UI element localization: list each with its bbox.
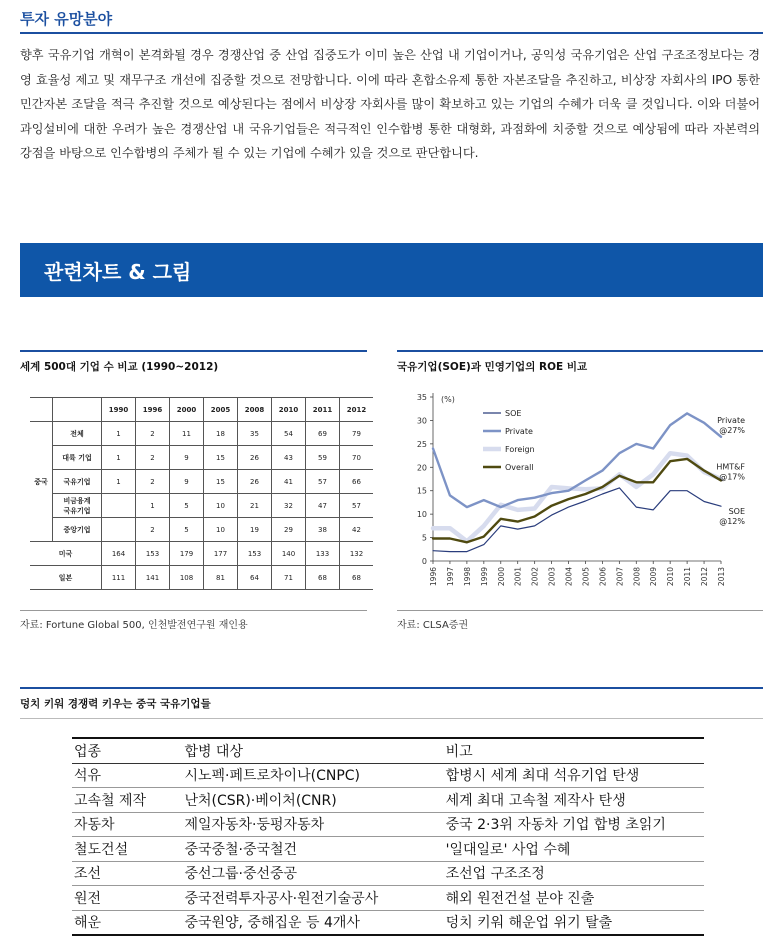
table-header-row xyxy=(30,398,373,422)
header-cell: 비고 xyxy=(444,738,704,763)
table-cell: 세계 최대 고속철 제작사 탄생 xyxy=(444,788,704,813)
year-header-cell: 2005 xyxy=(204,398,238,422)
row-label-cell: 국유기업 xyxy=(53,470,102,494)
row-label-cell: 전체 xyxy=(53,422,102,446)
table-cell: 덩치 키워 해운업 위기 탈출 xyxy=(444,910,704,935)
value-cell: 111 xyxy=(102,566,136,590)
legend-label: Private xyxy=(505,427,533,436)
table-cell: 제일자동차·둥펑자동차 xyxy=(182,812,443,837)
table-row xyxy=(72,788,704,813)
figure2-source: 자료: CLSA증권 xyxy=(397,620,469,631)
table-row xyxy=(72,886,704,911)
x-tick-label: 2013 xyxy=(717,567,726,587)
series-end-label: @27% xyxy=(719,425,745,435)
x-tick-label: 1997 xyxy=(445,567,455,587)
x-tick-label: 2005 xyxy=(581,567,591,587)
value-cell: 9 xyxy=(170,446,204,470)
value-cell: 132 xyxy=(340,542,374,566)
x-tick-label: 1996 xyxy=(429,567,438,587)
value-cell: 41 xyxy=(272,470,306,494)
value-cell: 1 xyxy=(102,470,136,494)
table-cell: 중국중철·중국철건 xyxy=(182,837,443,862)
figure3-top-rule xyxy=(20,687,763,689)
value-cell xyxy=(102,518,136,542)
value-cell: 5 xyxy=(170,518,204,542)
row-label-cell: 일본 xyxy=(30,566,102,590)
value-cell: 10 xyxy=(204,494,238,518)
legend-label: Foreign xyxy=(505,445,535,454)
header-cell: 합병 대상 xyxy=(182,738,443,763)
value-cell: 15 xyxy=(204,470,238,494)
table-row xyxy=(30,518,373,542)
value-cell: 35 xyxy=(238,422,272,446)
x-tick-label: 2007 xyxy=(615,567,625,587)
x-tick-label: 2012 xyxy=(700,567,710,587)
table-cell: 중선그룹·중선중공 xyxy=(182,861,443,886)
header-cell: 업종 xyxy=(72,738,182,763)
value-cell: 66 xyxy=(340,470,374,494)
related-charts-banner xyxy=(20,243,763,297)
y-tick-label: 25 xyxy=(416,439,427,449)
year-header-cell: 2000 xyxy=(170,398,204,422)
table-cell: 철도건설 xyxy=(72,837,182,862)
series-end-label: Private xyxy=(717,415,745,425)
header-blank-cell xyxy=(30,398,53,422)
series-end-label: @12% xyxy=(719,517,745,527)
table-cell: 중국 2·3위 자동차 기업 합병 초읽기 xyxy=(444,812,704,837)
value-cell: 26 xyxy=(238,470,272,494)
table-cell: 자동차 xyxy=(72,812,182,837)
year-header-cell: 1990 xyxy=(102,398,136,422)
table-cell: 중국원양, 중해집운 등 4개사 xyxy=(182,910,443,935)
value-cell: 54 xyxy=(272,422,306,446)
value-cell: 29 xyxy=(272,518,306,542)
value-cell: 2 xyxy=(136,446,170,470)
value-cell: 10 xyxy=(204,518,238,542)
table-row xyxy=(72,837,704,862)
value-cell: 47 xyxy=(306,494,340,518)
year-header-cell: 2012 xyxy=(340,398,374,422)
table-cell: 조선 xyxy=(72,861,182,886)
company-count-table-grid xyxy=(30,397,373,590)
y-tick-label: 0 xyxy=(421,557,427,566)
value-cell: 69 xyxy=(306,422,340,446)
y-tick-label: 15 xyxy=(416,486,427,496)
value-cell: 19 xyxy=(238,518,272,542)
row-label-cell: 비금융계 국유기업 xyxy=(53,494,102,518)
value-cell: 1 xyxy=(102,446,136,470)
y-axis-unit-label: (%) xyxy=(441,395,455,404)
table-cell: 중국전력투자공사·원전기술공사 xyxy=(182,886,443,911)
value-cell: 71 xyxy=(272,566,306,590)
table-cell: 해외 원전건설 분야 진출 xyxy=(444,886,704,911)
value-cell: 153 xyxy=(238,542,272,566)
x-tick-label: 2003 xyxy=(547,567,557,587)
value-cell: 177 xyxy=(204,542,238,566)
table-header-row xyxy=(72,738,704,763)
value-cell: 32 xyxy=(272,494,306,518)
figure2-top-rule xyxy=(397,350,763,352)
section-rule xyxy=(20,32,763,34)
table-cell: '일대일로' 사업 수혜 xyxy=(444,837,704,862)
value-cell: 64 xyxy=(238,566,272,590)
legend-label: Overall xyxy=(505,463,534,472)
value-cell: 68 xyxy=(306,566,340,590)
banner-title: 관련차트 & 그림 xyxy=(44,260,192,284)
value-cell: 38 xyxy=(306,518,340,542)
series-end-label: HMT&F xyxy=(716,462,745,472)
figure1-top-rule xyxy=(20,350,367,352)
year-header-cell: 1996 xyxy=(136,398,170,422)
value-cell: 108 xyxy=(170,566,204,590)
value-cell: 141 xyxy=(136,566,170,590)
table-row xyxy=(30,542,373,566)
series-end-label: SOE xyxy=(728,507,745,517)
value-cell: 164 xyxy=(102,542,136,566)
table-cell: 조선업 구조조정 xyxy=(444,861,704,886)
value-cell: 179 xyxy=(170,542,204,566)
value-cell: 133 xyxy=(306,542,340,566)
x-tick-label: 1999 xyxy=(479,567,489,587)
figure2-title: 국유기업(SOE)과 민영기업의 ROE 비교 xyxy=(397,361,588,373)
roe-chart-svg xyxy=(397,383,763,609)
value-cell: 9 xyxy=(170,470,204,494)
value-cell: 79 xyxy=(340,422,374,446)
value-cell: 57 xyxy=(340,494,374,518)
y-tick-label: 30 xyxy=(416,416,427,426)
table-row xyxy=(72,910,704,935)
table-cell: 합병시 세계 최대 석유기업 탄생 xyxy=(444,763,704,788)
figure1-title: 세계 500대 기업 수 비교 (1990~2012) xyxy=(20,361,219,373)
year-header-cell: 2008 xyxy=(238,398,272,422)
value-cell: 18 xyxy=(204,422,238,446)
legend-label: SOE xyxy=(505,409,522,418)
value-cell: 43 xyxy=(272,446,306,470)
y-tick-label: 20 xyxy=(416,463,427,473)
series-end-label: @17% xyxy=(719,472,745,482)
table-row xyxy=(30,494,373,518)
table-cell: 고속철 제작 xyxy=(72,788,182,813)
value-cell: 59 xyxy=(306,446,340,470)
x-tick-label: 2011 xyxy=(683,567,693,587)
table-row xyxy=(30,446,373,470)
table-row xyxy=(72,861,704,886)
merger-table xyxy=(72,737,704,936)
group-label-cell: 중국 xyxy=(30,422,53,542)
figure2-bottom-rule xyxy=(397,610,763,611)
y-tick-label: 35 xyxy=(416,393,427,402)
company-count-table xyxy=(30,397,373,590)
value-cell: 11 xyxy=(170,422,204,446)
figure1-source: 자료: Fortune Global 500, 인천발전연구원 재인용 xyxy=(20,620,248,631)
value-cell: 57 xyxy=(306,470,340,494)
y-tick-label: 5 xyxy=(421,533,427,543)
row-label-cell: 중앙기업 xyxy=(53,518,102,542)
table-row xyxy=(72,812,704,837)
x-tick-label: 2008 xyxy=(632,567,642,587)
x-tick-label: 2002 xyxy=(530,567,540,587)
x-tick-label: 2009 xyxy=(649,567,659,587)
table-row xyxy=(30,470,373,494)
value-cell: 140 xyxy=(272,542,306,566)
value-cell: 68 xyxy=(340,566,374,590)
value-cell: 26 xyxy=(238,446,272,470)
table-row xyxy=(30,566,373,590)
value-cell: 2 xyxy=(136,422,170,446)
table-row xyxy=(72,763,704,788)
table-cell: 시노펙·페트로차이나(CNPC) xyxy=(182,763,443,788)
table-cell: 석유 xyxy=(72,763,182,788)
year-header-cell: 2010 xyxy=(272,398,306,422)
table-cell: 난처(CSR)·베이처(CNR) xyxy=(182,788,443,813)
value-cell: 1 xyxy=(136,494,170,518)
x-tick-label: 2001 xyxy=(513,567,523,587)
value-cell: 153 xyxy=(136,542,170,566)
roe-line-chart xyxy=(397,383,763,609)
value-cell: 1 xyxy=(102,422,136,446)
header-blank-cell xyxy=(53,398,102,422)
value-cell: 21 xyxy=(238,494,272,518)
value-cell: 81 xyxy=(204,566,238,590)
figure1-bottom-rule xyxy=(20,610,367,611)
merger-table-grid xyxy=(72,737,704,936)
x-tick-label: 2000 xyxy=(496,567,506,587)
x-tick-label: 2006 xyxy=(598,567,608,587)
value-cell: 15 xyxy=(204,446,238,470)
value-cell: 42 xyxy=(340,518,374,542)
x-tick-label: 1998 xyxy=(462,567,472,587)
x-tick-label: 2010 xyxy=(666,567,676,587)
value-cell: 2 xyxy=(136,470,170,494)
value-cell: 70 xyxy=(340,446,374,470)
value-cell xyxy=(102,494,136,518)
value-cell: 2 xyxy=(136,518,170,542)
y-tick-label: 10 xyxy=(416,510,427,520)
x-tick-label: 2004 xyxy=(564,567,574,587)
figure3-title: 덩치 키워 경쟁력 키우는 중국 국유기업들 xyxy=(20,698,211,710)
row-label-cell: 미국 xyxy=(30,542,102,566)
value-cell: 5 xyxy=(170,494,204,518)
figure3-title-rule xyxy=(20,718,763,719)
body-paragraph: 향후 국유기업 개혁이 본격화될 경우 경쟁산업 중 산업 집중도가 이미 높은 산업 내 기업이거나, 공익성 국유기업은 산업 구조조정보다는 경영 효율성 제고 및 재무구조 개선에 집중할 것으로 전망합니다. 이에 따라 혼합소유제 통한 자본조달을 추진하고, 비상장 자회사의 IPO 통한 민간자본 조달을 적극 추진할 것으로 예상된다는 점에서 비상장 자회사를 많이 확보하고 있는 기업의 수혜가 더욱 클 것입니다. 이와 더불어 과잉설비에 대한 우려가 높은 경쟁산업 내 국유기업들은 적극적인 인수합병 통한 대형화, 과점화에 치중할 것으로 예상됨에 따라 자본력의 강점을 바탕으로 인수합병의 주체가 될 수 있는 기업에 수혜가 있을 것으로 판단합니다. xyxy=(20,48,760,160)
table-cell: 해운 xyxy=(72,910,182,935)
table-row xyxy=(30,422,373,446)
section-title: 투자 유망분야 xyxy=(20,10,113,28)
year-header-cell: 2011 xyxy=(306,398,340,422)
table-cell: 원전 xyxy=(72,886,182,911)
row-label-cell: 대륙 기업 xyxy=(53,446,102,470)
